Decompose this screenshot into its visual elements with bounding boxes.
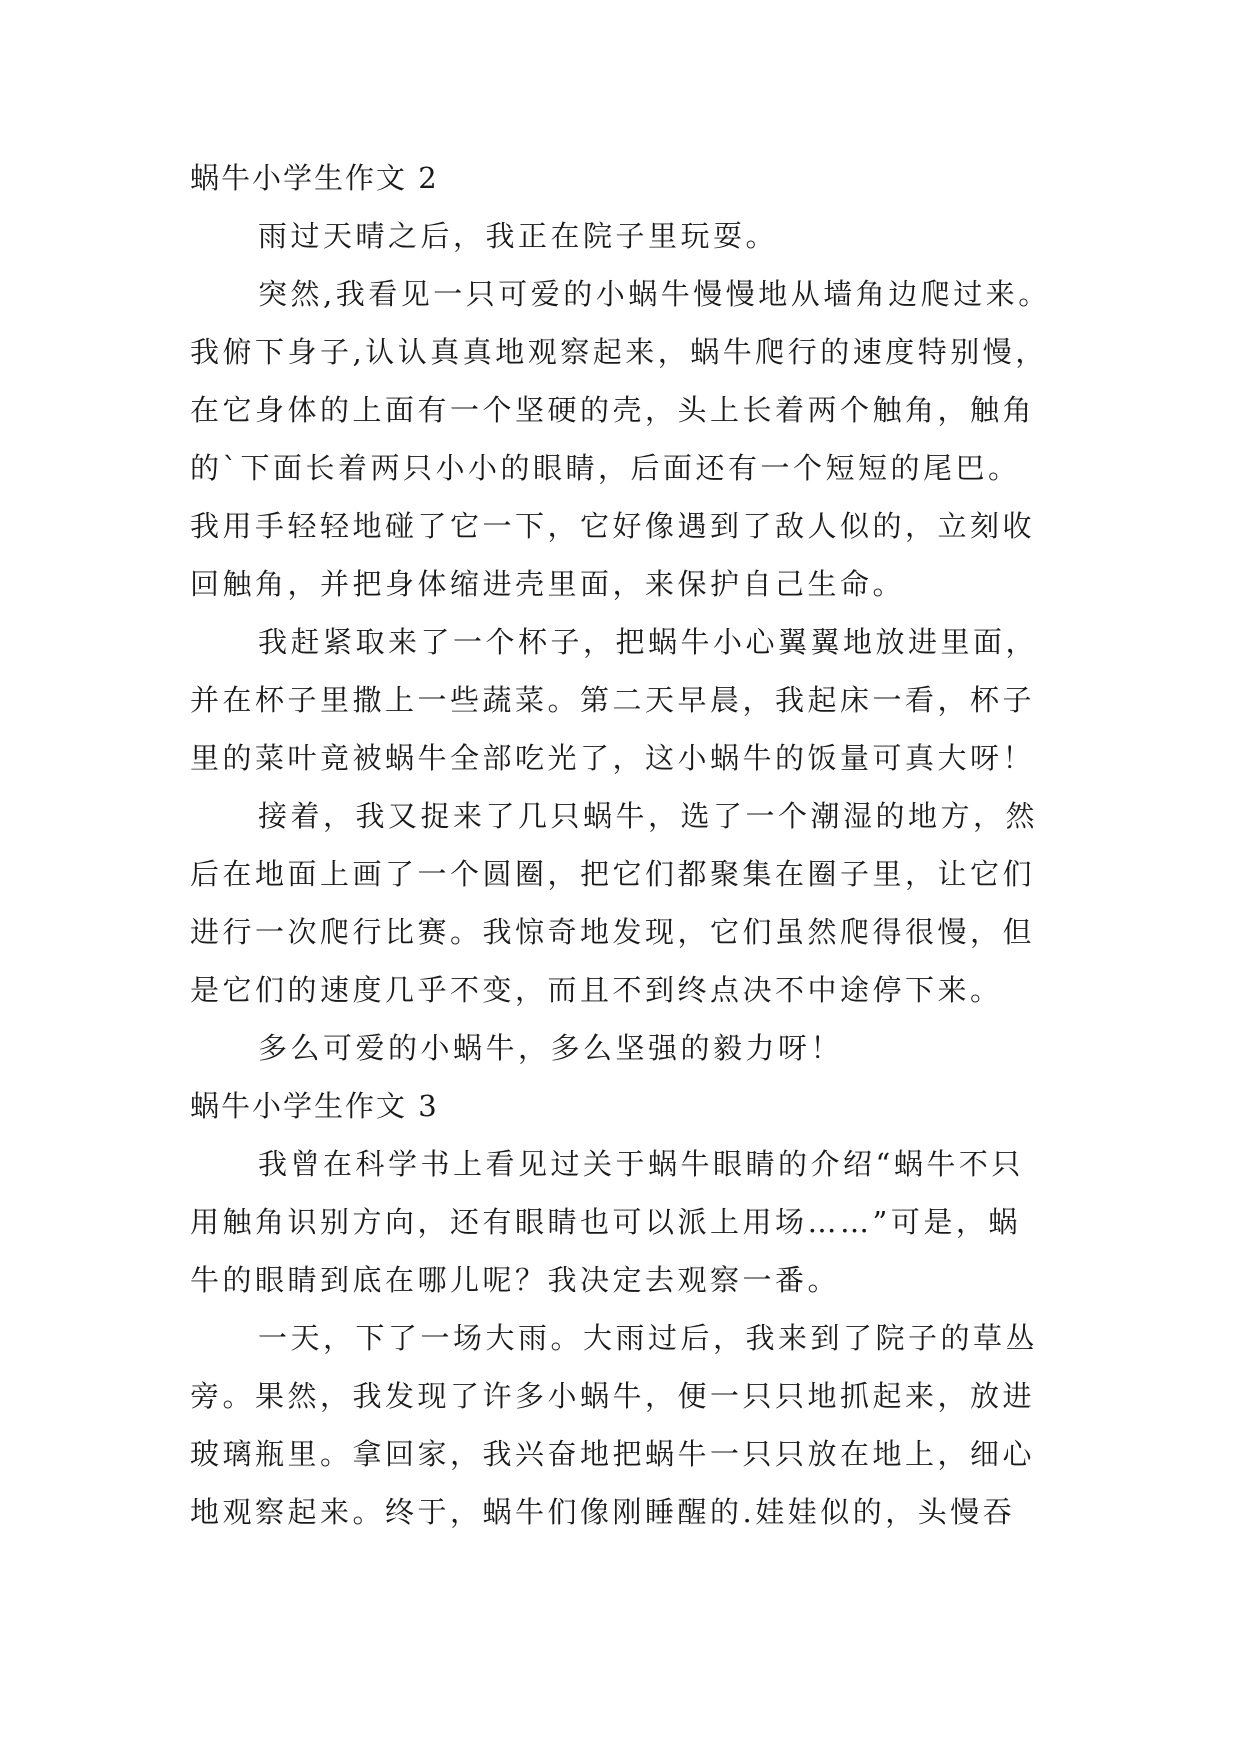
paragraph-line: 在它身体的上面有一个坚硬的壳，头上长着两个触角，触角 — [190, 393, 1036, 427]
paragraph-line: 旁。果然，我发现了许多小蜗牛，便一只只地抓起来，放进 — [190, 1379, 1036, 1413]
paragraph-line: 牛的眼睛到底在哪儿呢？我决定去观察一番。 — [190, 1263, 841, 1297]
paragraph-line: 我曾在科学书上看见过关于蜗牛眼睛的介绍“蜗牛不只 — [258, 1147, 1024, 1181]
paragraph-line: 后在地面上画了一个圆圈，把它们都聚集在圈子里，让它们 — [190, 857, 1036, 891]
paragraph-line: 回触角，并把身体缩进壳里面，来保护自己生命。 — [190, 567, 906, 601]
paragraph-line: 的`下面长着两只小小的眼睛，后面还有一个短短的尾巴。 — [190, 451, 1021, 485]
paragraph-line: 多么可爱的小蜗牛，多么坚强的毅力呀！ — [258, 1031, 844, 1065]
paragraph-line: 用触角识别方向，还有眼睛也可以派上用场……”可是，蜗 — [190, 1205, 1021, 1239]
paragraph-line: 并在杯子里撒上一些蔬菜。第二天早晨，我起床一看，杯子 — [190, 683, 1036, 717]
paragraph-line: 地观察起来。终于，蜗牛们像刚睡醒的.娃娃似的，头慢吞 — [190, 1495, 1016, 1529]
paragraph-line: 玻璃瓶里。拿回家，我兴奋地把蜗牛一只只放在地上，细心 — [190, 1437, 1036, 1471]
paragraph-line: 是它们的速度几乎不变，而且不到终点决不中途停下来。 — [190, 973, 1003, 1007]
paragraph-line: 进行一次爬行比赛。我惊奇地发现，它们虽然爬得很慢，但 — [190, 915, 1036, 949]
essay-title-3: 蜗牛小学生作文 3 — [190, 1089, 439, 1123]
paragraph-line: 我赶紧取来了一个杯子，把蜗牛小心翼翼地放进里面， — [258, 625, 1039, 659]
essay-title-2: 蜗牛小学生作文 2 — [190, 161, 439, 195]
document-body — [190, 160, 1070, 1552]
paragraph-line: 雨过天晴之后，我正在院子里玩耍。 — [258, 219, 779, 253]
paragraph-line: 我俯下身子,认认真真地观察起来，蜗牛爬行的速度特别慢， — [190, 335, 1048, 369]
paragraph-line: 一天，下了一场大雨。大雨过后，我来到了院子的草丛 — [258, 1321, 1039, 1355]
paragraph-line: 里的菜叶竟被蜗牛全部吃光了，这小蜗牛的饭量可真大呀！ — [190, 741, 1036, 775]
paragraph-line: 突然,我看见一只可爱的小蜗牛慢慢地从墙角边爬过来。 — [258, 277, 1051, 311]
paragraph-line: 我用手轻轻地碰了它一下，它好像遇到了敌人似的，立刻收 — [190, 509, 1036, 543]
paragraph-line: 接着，我又捉来了几只蜗牛，选了一个潮湿的地方，然 — [258, 799, 1039, 833]
